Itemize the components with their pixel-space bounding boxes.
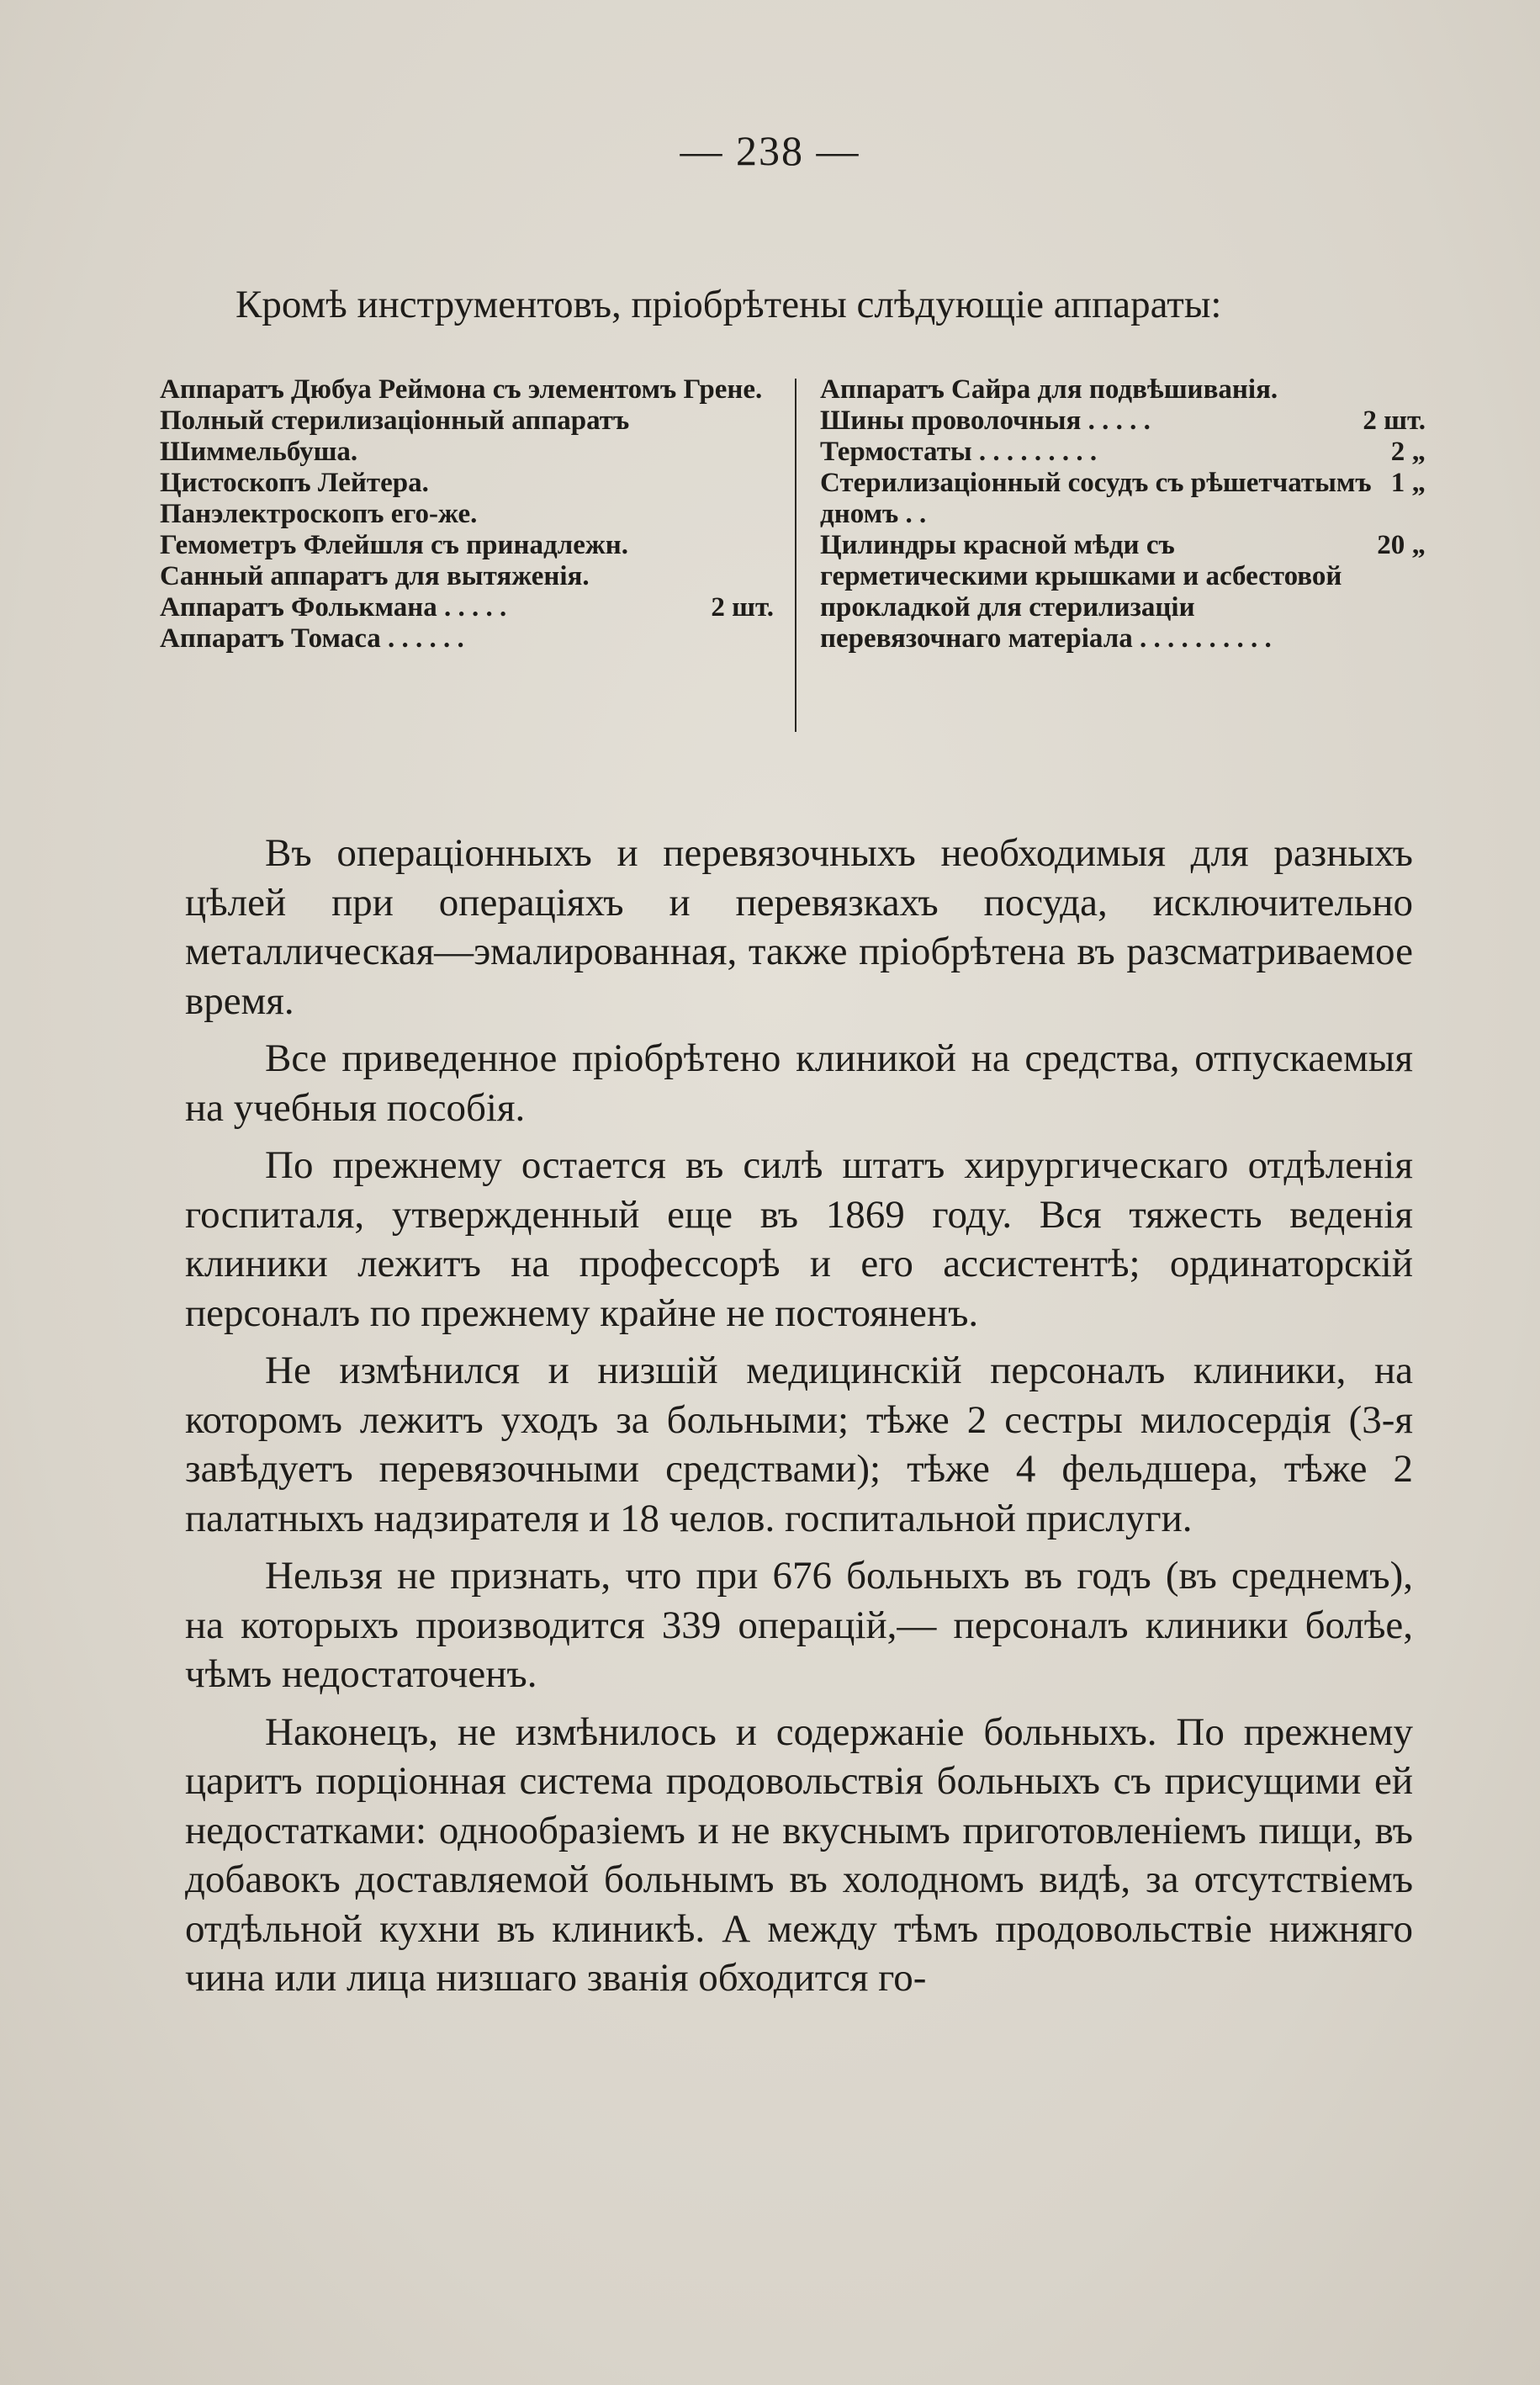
paragraph: Все приведенное пріобрѣтено клиникой на средства, отпускаемыя на учебныя пособія.: [185, 1036, 1413, 1130]
item-qty: 1 „: [1390, 468, 1426, 498]
item-name: Стерилизаціонный сосудъ съ рѣшетчатымъ дномъ . .: [820, 468, 1372, 529]
column-divider: [795, 379, 796, 732]
item-name: Термостаты . . . . . . . . .: [820, 437, 1098, 467]
paragraph: Наконецъ, не измѣнилось и содержаніе больныхъ. По прежнему царитъ порціонная система продовольствія больныхъ съ присущими ей недостатками: однообразіемъ и не вкуснымъ приготовленіемъ пищи, въ добавокъ доставляемой больнымъ въ холодномъ видѣ, за отсутствіемъ отдѣльной кухни въ клиникѣ. А между тѣмъ продовольствіе нижняго чина или лица низшаго званія обходится го-: [185, 1709, 1413, 2000]
list-item: [820, 468, 1426, 530]
item-qty: 2 „: [1390, 437, 1426, 467]
list-item: [160, 468, 774, 499]
equipment-list-right: [820, 374, 1426, 655]
list-item: [160, 592, 774, 623]
list-item: [820, 530, 1426, 655]
list-item: [160, 623, 774, 655]
item-name: Шины проволочныя . . . . .: [820, 405, 1151, 436]
item-qty: 20 „: [1377, 530, 1426, 560]
item-name: Цистоскопъ Лейтера.: [160, 468, 429, 498]
item-qty: 2 шт.: [711, 592, 774, 623]
list-item: [160, 405, 774, 468]
item-name: Аппаратъ Фолькмана . . . . .: [160, 592, 507, 623]
list-item: [820, 405, 1426, 437]
list-item: [160, 374, 774, 405]
item-name: Полный стерилизаціонный аппаратъ Шиммельбуша.: [160, 405, 630, 467]
intro-line: Кромѣ инструментовъ, пріобрѣтены слѣдующіе аппараты:: [235, 283, 1222, 326]
item-name: Аппаратъ Сайра для подвѣшиванія.: [820, 374, 1278, 405]
list-item: [160, 561, 774, 592]
paragraph: Не измѣнился и низшій медицинскій персоналъ клиники, на которомъ лежитъ уходъ за больными; тѣже 2 сестры милосердія (3-я завѣдуетъ перевязочными средствами); тѣже 4 фельдшера, тѣже 2 палатныхъ надзирателя и 18 челов. госпитальной прислуги.: [185, 1349, 1413, 1540]
item-name: Цилиндры красной мѣди съ герметическими крышками и асбестовой прокладкой для стерилизаціи перевязочнаго матеріала . . . . . . . . . .: [820, 530, 1342, 654]
paragraph: Нельзя не признать, что при 676 больныхъ въ годъ (въ среднемъ), на которыхъ производится 339 операцій,— персоналъ клиники болѣе, чѣмъ недостаточенъ.: [185, 1554, 1413, 1696]
item-name: Аппаратъ Дюбуа Реймона съ элементомъ Грене.: [160, 374, 763, 405]
paragraph: По прежнему остается въ силѣ штатъ хирургическаго отдѣленія госпиталя, утвержденный еще въ 1869 году. Вся тяжесть веденія клиники лежитъ на профессорѣ и его ассистентѣ; ординаторскій персоналъ по прежнему крайне не постояненъ.: [185, 1143, 1413, 1335]
list-item: [160, 530, 774, 561]
page-number: — 238 —: [680, 127, 860, 174]
paragraph: Въ операціонныхъ и перевязочныхъ необходимыя для разныхъ цѣлей при операціяхъ и перевязкахъ посуда, исключительно металлическая—эмалированная, также пріобрѣтена въ разсматриваемое время.: [185, 831, 1413, 1023]
list-item: [820, 374, 1426, 405]
item-name: Панэлектроскопъ его-же.: [160, 499, 478, 529]
item-name: Гемометръ Флейшля съ принадлежн.: [160, 530, 629, 560]
list-item: [160, 499, 774, 530]
list-item: [820, 437, 1426, 468]
item-qty: 2 шт.: [1363, 405, 1426, 436]
body-text: [185, 829, 1413, 2011]
item-name: Санный аппаратъ для вытяженія.: [160, 561, 590, 591]
item-name: Аппаратъ Томаса . . . . . .: [160, 623, 464, 654]
equipment-list-left: [160, 374, 774, 655]
